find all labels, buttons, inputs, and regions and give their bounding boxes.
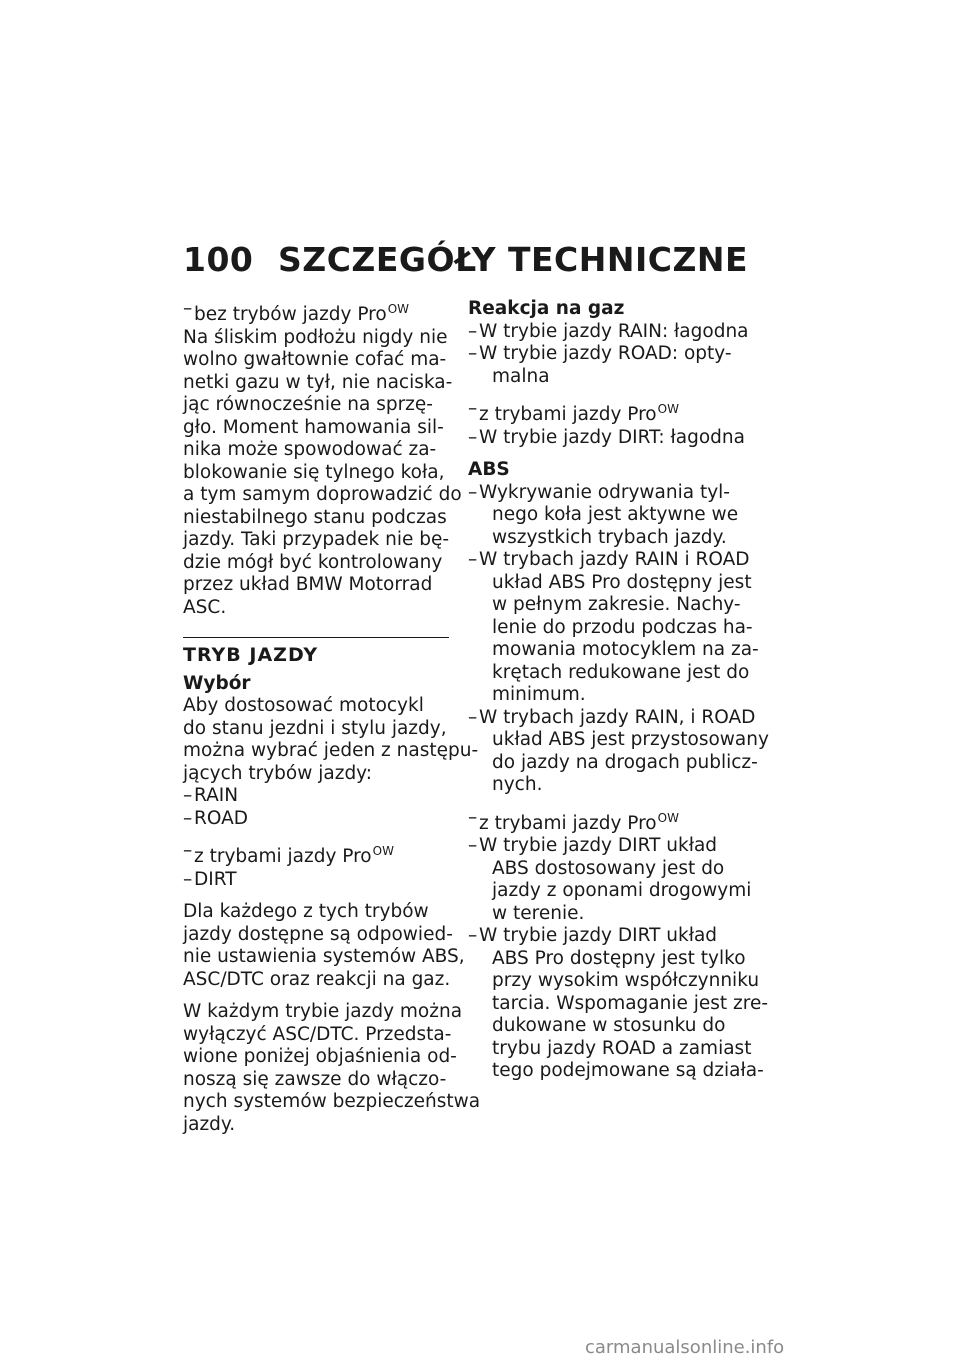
subheading-throttle: Reakcja na gaz bbox=[468, 298, 625, 319]
page-header bbox=[183, 240, 748, 279]
list-item: – DIRT bbox=[183, 868, 237, 890]
list-item: – ROAD bbox=[183, 807, 248, 829]
abs-list bbox=[468, 481, 769, 797]
list-item-pro: – z trybami jazdy Pro$^{OW}$ bbox=[468, 398, 679, 425]
list-item-no-pro: – bez trybów jazdy Pro$^{OW}$ bbox=[183, 298, 410, 325]
text-line: wyłączyć ASC/DTC. Przedsta- bbox=[183, 1023, 452, 1045]
subheading-abs: ABS bbox=[468, 459, 510, 480]
text-line: blokowanie się tylnego koła, bbox=[183, 461, 445, 483]
text-line: gło. Moment hamowania sil- bbox=[183, 416, 444, 438]
abs-pro-list bbox=[468, 835, 769, 1083]
text-line: nych systemów bezpieczeństwa bbox=[183, 1091, 481, 1112]
list-item: – W trybie jazdy RAIN: łagodna bbox=[468, 320, 749, 342]
list-item-pro: – z trybami jazdy Pro$^{OW}$ bbox=[183, 840, 394, 867]
watermark-text[interactable]: carmanualsonline.info bbox=[585, 1337, 785, 1358]
list-item: – RAIN bbox=[183, 785, 239, 806]
list-item-pro: – z trybami jazdy Pro$^{OW}$ bbox=[468, 806, 679, 834]
throttle-list bbox=[468, 321, 758, 389]
section-divider bbox=[183, 637, 449, 638]
text-line: wione poniżej objaśnienia od- bbox=[183, 1046, 457, 1067]
text-line: W każdym trybie jazdy można bbox=[183, 1001, 463, 1022]
text-line: można wybrać jeden z następu- bbox=[183, 740, 479, 761]
left-column bbox=[183, 298, 481, 1146]
modes-list bbox=[183, 785, 455, 830]
text-line: do stanu jezdni i stylu jazdy, bbox=[183, 717, 447, 739]
pro-superscript: OW bbox=[387, 302, 410, 316]
list-item: – W trybie jazdy DIRT: łagodna bbox=[468, 426, 745, 448]
throttle-pro-list bbox=[468, 427, 758, 450]
text-line: Dla każdego z tych trybów bbox=[183, 901, 429, 922]
text-line: niestabilnego stanu podczas bbox=[183, 506, 447, 528]
list-item: – W trybach jazdy RAIN i ROAD układ ABS Pro dostępny jest w pełnym zakresie. Nachy- lenie do przodu podczas ha- mowania motocyklem na za- krętach redukowane jest do minimum. bbox=[468, 549, 759, 705]
text-line: nie ustawienia systemów ABS, bbox=[183, 946, 465, 967]
text-line: jazdy dostępne są odpowied- bbox=[183, 923, 453, 945]
text-line: jących trybów jazdy: bbox=[183, 762, 373, 784]
text-line: jazdy. bbox=[183, 1113, 236, 1135]
list-item: – W trybie jazdy ROAD: opty- malna bbox=[468, 343, 732, 387]
right-column bbox=[468, 298, 769, 1083]
text-line: Aby dostosować motocykl bbox=[183, 695, 424, 716]
pro-modes-list bbox=[183, 869, 455, 892]
text-line: netki gazu w tył, nie naciska- bbox=[183, 371, 453, 393]
warning-text bbox=[183, 326, 462, 620]
page-title: SZCZEGÓŁY TECHNICZNE bbox=[278, 240, 749, 279]
text-line: nika może spowodować za- bbox=[183, 439, 437, 460]
text-line: Na śliskim podłożu nigdy nie bbox=[183, 326, 448, 348]
text-line: przez układ BMW Motorrad bbox=[183, 574, 433, 595]
list-item: – W trybach jazdy RAIN, i ROAD układ ABS jest przystosowany do jazdy na drogach publicz- nych. bbox=[468, 706, 769, 795]
intro-text bbox=[183, 695, 479, 785]
text-line: jąc równocześnie na sprzę- bbox=[183, 394, 433, 415]
text-line: a tym samym doprowadzić do bbox=[183, 484, 462, 505]
text-line: dzie mógł być kontrolowany bbox=[183, 551, 443, 573]
paragraph-disable bbox=[183, 1001, 481, 1136]
subheading-selection: Wybór bbox=[183, 672, 251, 694]
text-line: noszą się zawsze do włączo- bbox=[183, 1068, 447, 1090]
list-item: – W trybie jazdy DIRT układ ABS dostosowany jest do jazdy z oponami drogowymi w terenie. bbox=[468, 835, 752, 924]
text-line: ASC. bbox=[183, 596, 227, 618]
text-line: jazdy. Taki przypadek nie bę- bbox=[183, 529, 450, 550]
text-line: ASC/DTC oraz reakcji na gaz. bbox=[183, 968, 451, 990]
section-title: TRYB JAZDY bbox=[183, 644, 319, 666]
list-item: – W trybie jazdy DIRT układ ABS Pro dostępny jest tylko przy wysokim współczynniku tarcia. Wspomaganie jest zre- dukowane w stosunku do trybu jazdy ROAD a zamiast tego podejmowane są działa- bbox=[468, 925, 769, 1081]
list-item: – Wykrywanie odrywania tyl- nego koła jest aktywne we wszystkich trybach jazdy. bbox=[468, 481, 739, 548]
paragraph-settings bbox=[183, 901, 465, 991]
text-line: wolno gwałtownie cofać ma- bbox=[183, 349, 447, 370]
page-number: 100 bbox=[183, 240, 254, 279]
